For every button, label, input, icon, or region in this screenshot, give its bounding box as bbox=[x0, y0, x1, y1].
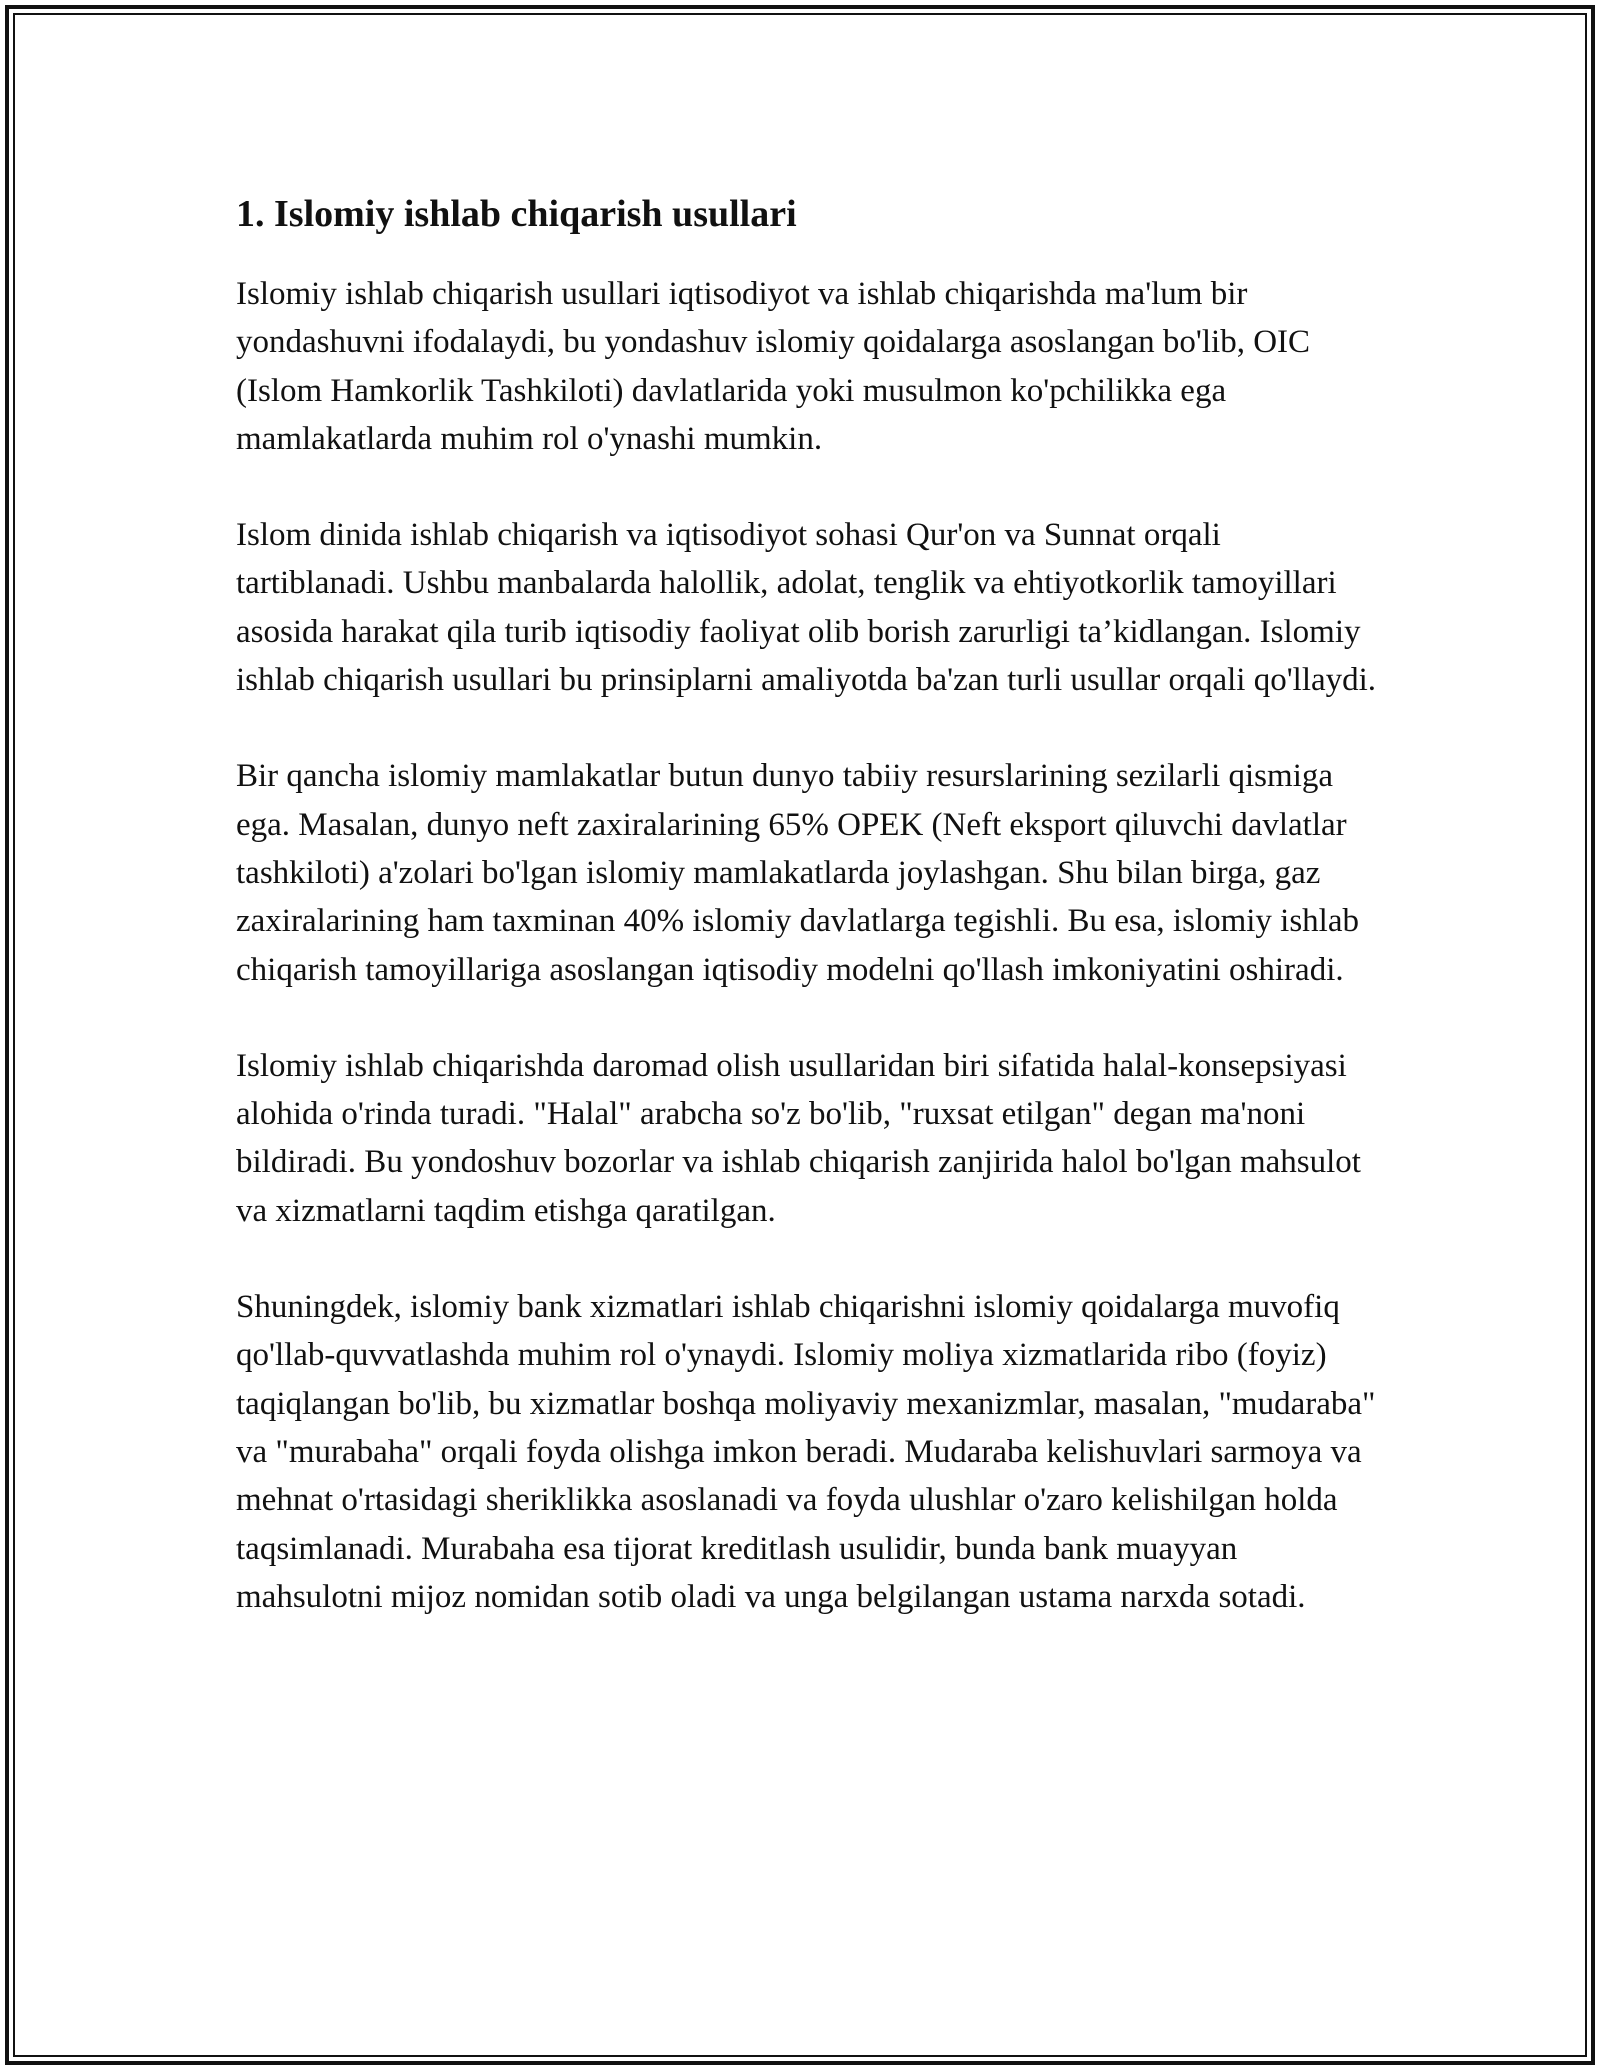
paragraph-2: Islom dinida ishlab chiqarish va iqtisodiyot sohasi Qur'on va Sunnat orqali tartiblanadi. Ushbu manbalarda halollik, adolat, tenglik va ehtiyotkorlik tamoyillari asosida harakat qila turib iqtisodiy faoliyat olib borish zarurligi ta’kidlangan. Islomiy ishlab chiqarish usullari bu prinsiplarni amaliyotda ba'zan turli usullar orqali qo'llaydi. bbox=[236, 517, 1377, 699]
section-title: 1. Islomiy ishlab chiqarish usullari bbox=[236, 193, 797, 235]
paragraph-4: Islomiy ishlab chiqarishda daromad olish usullaridan biri sifatida halal-konsepsiyasi alohida o'rinda turadi. "Halal" arabcha so'z bo'lib, "ruxsat etilgan" degan ma'noni bildiradi. Bu yondoshuv bozorlar va ishlab chiqarish zanjirida halol bo'lgan mahsulot va xizmatlarni taqdim etishga qaratilgan. bbox=[236, 1047, 1361, 1229]
document-body bbox=[236, 190, 1386, 1621]
paragraph-3: Bir qancha islomiy mamlakatlar butun dunyo tabiiy resurslarining sezilarli qismiga ega. Masalan, dunyo neft zaxiralarining 65% OPEK (Neft eksport qiluvchi davlatlar tashkiloti) a'zolari bo'lgan islomiy mamlakatlarda joylashgan. Shu bilan birga, gaz zaxiralarining ham taxminan 40% islomiy davlatlarga tegishli. Bu esa, islomiy ishlab chiqarish tamoyillariga asoslangan iqtisodiy modelni qo'llash imkoniyatini oshiradi. bbox=[236, 758, 1359, 988]
paragraph-1: Islomiy ishlab chiqarish usullari iqtisodiyot va ishlab chiqarishda ma'lum bir yondashuvni ifodalaydi, bu yondashuv islomiy qoidalarga asoslangan bo'lib, OIC (Islom Hamkorlik Tashkiloti) davlatlarida yoki musulmon ko'pchilikka ega mamlakatlarda muhim rol o'ynashi mumkin. bbox=[236, 276, 1311, 457]
paragraph-5: Shuningdek, islomiy bank xizmatlari ishlab chiqarishni islomiy qoidalarga muvofiq qo'llab-quvvatlashda muhim rol o'ynaydi. Islomiy moliya xizmatlarida ribo (foyiz) taqiqlangan bo'lib, bu xizmatlar boshqa moliyaviy mexanizmlar, masalan, "mudaraba" va "murabaha" orqali foyda olishga imkon beradi. Mudaraba kelishuvlari sarmoya va mehnat o'rtasidagi sheriklikka asoslanadi va foyda ulushlar o'zaro kelishilgan holda taqsimlanadi. Murabaha esa tijorat kreditlash usulidir, bunda bank muayyan mahsulotni mijoz nomidan sotib oladi va unga belgilangan ustama narxda sotadi. bbox=[236, 1289, 1376, 1615]
